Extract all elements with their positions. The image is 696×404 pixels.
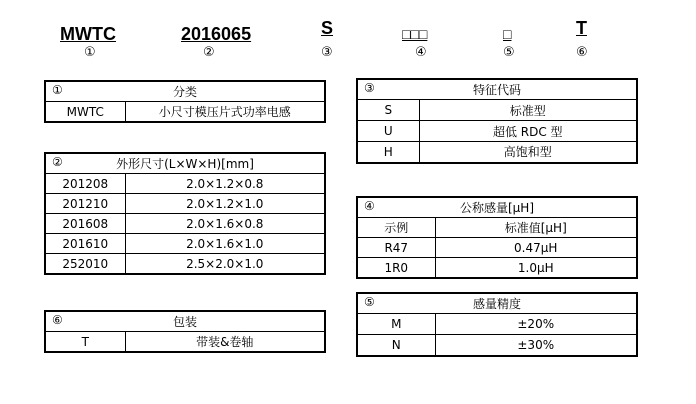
table-cell: MWTC: [45, 102, 125, 123]
table-number: ②: [52, 155, 63, 169]
code-tolerance: □: [503, 26, 512, 42]
table-title: 公称感量[μH]: [459, 201, 535, 215]
table-row: [45, 214, 325, 234]
table-cell: T: [45, 332, 125, 353]
code-series: MWTC: [60, 24, 116, 44]
code-size-number: ②: [203, 45, 215, 60]
code-inductance: □□□: [402, 26, 428, 42]
table-header-row: [45, 311, 325, 332]
table-cell: 1.0μH: [435, 258, 637, 279]
table-cell: N: [357, 335, 435, 356]
table-header-row: [357, 197, 637, 218]
code-packaging-number: ⑥: [576, 45, 588, 60]
table-cell: 201208: [45, 174, 125, 194]
table-cell: 高饱和型: [419, 142, 637, 163]
code-tolerance-number: ⑤: [503, 45, 515, 60]
table-cell: 2.0×1.6×0.8: [125, 214, 325, 234]
table-number: ⑥: [52, 313, 63, 327]
table-row: [357, 142, 637, 163]
table-number: ③: [364, 81, 375, 95]
table-number: ①: [52, 83, 63, 97]
table-cell: U: [357, 121, 419, 142]
code-size: 2016065: [181, 24, 252, 44]
table-cell: 2.0×1.2×1.0: [125, 194, 325, 214]
table-cell: 252010: [45, 254, 125, 275]
table-row: [357, 238, 637, 258]
code-series-number: ①: [84, 45, 96, 60]
table-header-row: [45, 81, 325, 102]
table-classification: [44, 80, 326, 123]
table-cell: 超低 RDC 型: [419, 121, 637, 142]
table-header-row: [357, 293, 637, 314]
table-number: ⑤: [364, 295, 375, 309]
code-inductance-number: ④: [415, 45, 427, 60]
table-row: [45, 234, 325, 254]
table-cell: 0.47μH: [435, 238, 637, 258]
table-feature-code: [356, 78, 638, 164]
table-subheader-row: [357, 218, 637, 238]
table-title: 包装: [172, 315, 197, 329]
table-cell: 带装&卷轴: [125, 332, 325, 353]
code-packaging: T: [576, 18, 587, 38]
table-header-row: [45, 153, 325, 174]
code-feature-number: ③: [321, 45, 333, 60]
table-nominal-inductance: [356, 196, 638, 279]
table-cell: 201610: [45, 234, 125, 254]
column-header: 标准值[μH]: [435, 218, 637, 238]
table-cell: 2.0×1.6×1.0: [125, 234, 325, 254]
table-row: [45, 174, 325, 194]
table-cell: 201608: [45, 214, 125, 234]
table-row: [45, 102, 325, 123]
table-cell: H: [357, 142, 419, 163]
table-title: 感量精度: [472, 297, 521, 311]
table-cell: R47: [357, 238, 435, 258]
table-title: 分类: [172, 85, 197, 99]
table-row: [357, 100, 637, 121]
table-packaging: [44, 310, 326, 353]
column-header: 示例: [357, 218, 435, 238]
table-cell: S: [357, 100, 419, 121]
table-cell: 小尺寸模压片式功率电感: [125, 102, 325, 123]
table-cell: 2.0×1.2×0.8: [125, 174, 325, 194]
table-row: [45, 254, 325, 275]
table-dimensions: [44, 152, 326, 275]
table-inductance-tolerance: [356, 292, 638, 357]
table-title: 外形尺寸(L×W×H)[mm]: [116, 157, 254, 171]
table-cell: ±30%: [435, 335, 637, 356]
code-feature: S: [321, 18, 334, 38]
table-cell: ±20%: [435, 314, 637, 335]
table-row: [357, 258, 637, 279]
table-row: [45, 332, 325, 353]
table-number: ④: [364, 199, 375, 213]
table-header-row: [357, 79, 637, 100]
table-cell: 标准型: [419, 100, 637, 121]
table-cell: M: [357, 314, 435, 335]
table-row: [357, 121, 637, 142]
table-row: [357, 335, 637, 356]
table-title: 特征代码: [472, 83, 521, 97]
table-row: [357, 314, 637, 335]
table-cell: 201210: [45, 194, 125, 214]
table-row: [45, 194, 325, 214]
table-cell: 2.5×2.0×1.0: [125, 254, 325, 275]
table-cell: 1R0: [357, 258, 435, 279]
